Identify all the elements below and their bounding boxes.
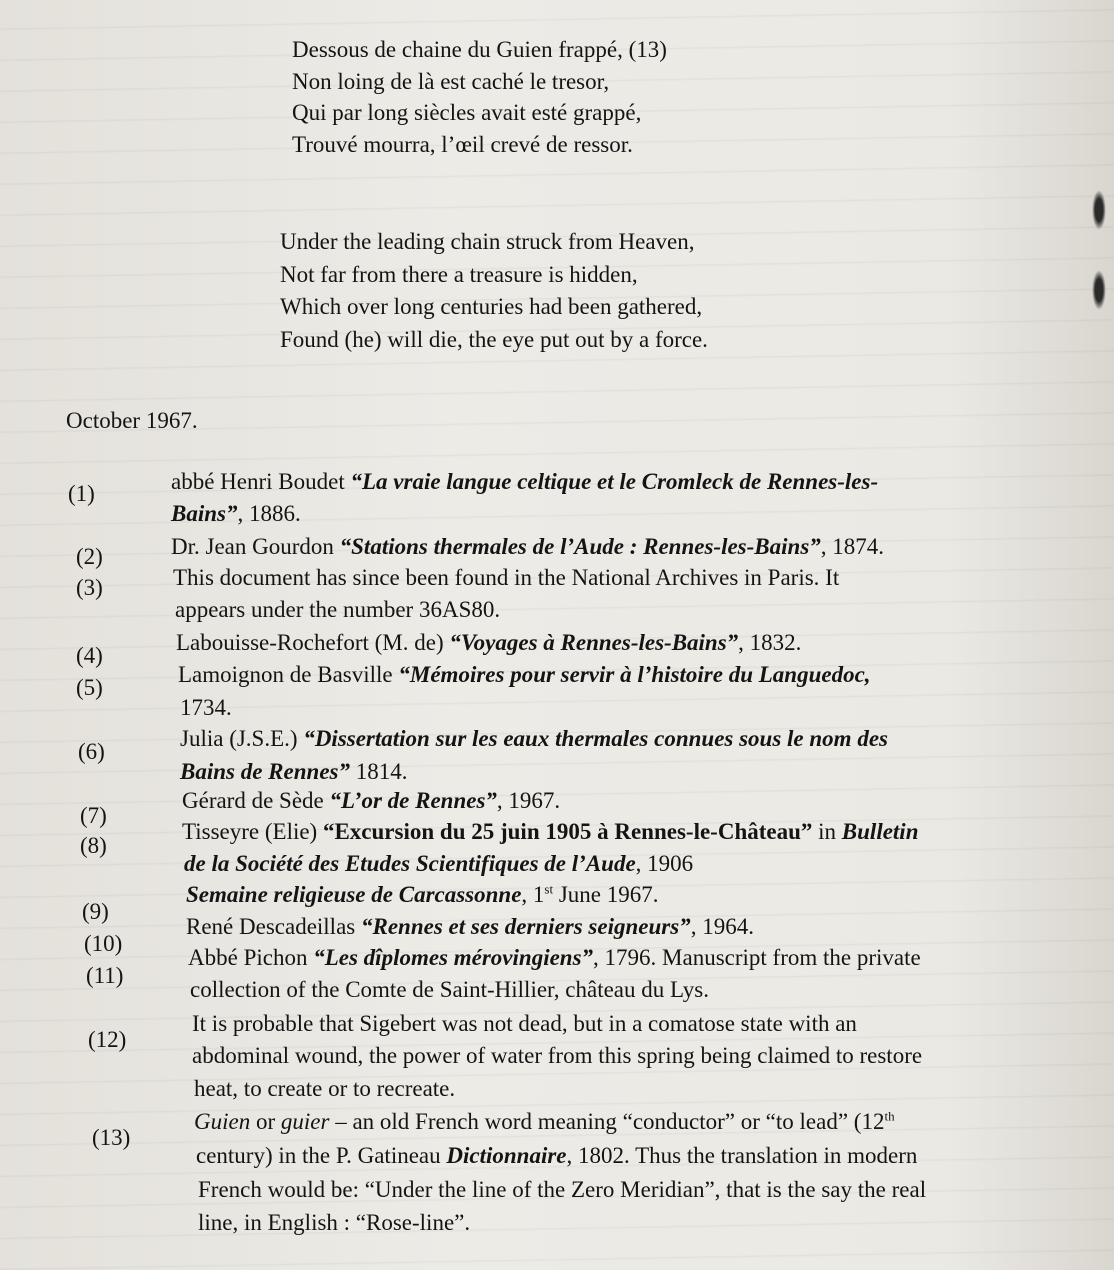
note-number: (8) (80, 833, 107, 858)
note-number: (9) (82, 899, 109, 924)
note-text: French would be: “Under the line of the Zero Meridian”, that is the say the real (198, 1177, 927, 1202)
note-number: (10) (84, 931, 123, 956)
poem-french (292, 34, 667, 160)
page-edge-mark (1092, 190, 1106, 230)
note-number: (3) (76, 575, 103, 600)
note-text: Tisseyre (Elie) “Excursion du 25 juin 1905 à Rennes-le-Château” in Bulletin (182, 819, 919, 844)
note-text: Bains de Rennes” 1814. (180, 759, 408, 784)
poem-english (280, 226, 708, 356)
note-text: Semaine religieuse de Carcassonne, 1st June 1967. (186, 881, 659, 907)
note-text: Dr. Jean Gourdon “Stations thermales de l’Aude : Rennes-les-Bains”, 1874. (171, 534, 885, 559)
poem-line: Under the leading chain struck from Heaven, (280, 229, 695, 254)
poem-line: Found (he) will die, the eye put out by a force. (280, 326, 708, 352)
note-number: (5) (76, 675, 103, 700)
note-text: Lamoignon de Basville “Mémoires pour servir à l’histoire du Languedoc, (178, 662, 871, 687)
note-text: Abbé Pichon “Les dîplomes mérovingiens”, 1796. Manuscript from the private (188, 945, 921, 970)
note-number: (7) (80, 803, 107, 828)
note-number: (13) (92, 1125, 131, 1150)
note-number: (11) (86, 963, 124, 988)
note-text: de la Société des Etudes Scientifiques de l’Aude, 1906 (184, 851, 694, 876)
note-text: This document has since been found in the National Archives in Paris. It (173, 565, 840, 590)
page-edge-mark (1092, 270, 1106, 310)
note-number: (4) (76, 643, 103, 668)
note-text: abdominal wound, the power of water from this spring being claimed to restore (192, 1043, 923, 1068)
note-text: Gérard de Sède “L’or de Rennes”, 1967. (182, 788, 561, 813)
note-number: (1) (68, 481, 95, 506)
note-text: Guien or guier – an old French word meaning “conductor” or “to lead” (12th (194, 1108, 895, 1134)
note-text: René Descadeillas “Rennes et ses derniers seigneurs”, 1964. (186, 914, 754, 939)
poem-line: Which over long centuries had been gathered, (280, 294, 703, 319)
note-text: abbé Henri Boudet “La vraie langue celtique et le Cromleck de Rennes-les- (171, 469, 879, 494)
note-text: Labouisse-Rochefort (M. de) “Voyages à Rennes-les-Bains”, 1832. (176, 630, 802, 655)
note-text: collection of the Comte de Saint-Hillier, château du Lys. (190, 977, 709, 1002)
poem-line: Trouvé mourra, l’œil crevé de ressor. (292, 131, 633, 157)
date-line: October 1967. (66, 408, 198, 433)
poem-line: Non loing de là est caché le tresor, (292, 68, 610, 94)
poem-line: Not far from there a treasure is hidden, (280, 261, 638, 287)
note-number: (6) (78, 739, 105, 764)
note-text: It is probable that Sigebert was not dead, but in a comatose state with an (192, 1011, 857, 1036)
note-text: 1734. (180, 695, 232, 720)
poem-line: Qui par long siècles avait esté grappé, (292, 100, 642, 125)
note-text: Bains”, 1886. (171, 501, 301, 526)
note-text: Julia (J.S.E.) “Dissertation sur les eaux thermales connues sous le nom des (180, 726, 888, 751)
note-text: heat, to create or to recreate. (194, 1076, 456, 1101)
note-text: line, in English : “Rose-line”. (198, 1210, 471, 1235)
note-number: (2) (76, 544, 103, 569)
note-number: (12) (88, 1027, 127, 1052)
note-text: century) in the P. Gatineau Dictionnaire, 1802. Thus the translation in modern (196, 1143, 918, 1168)
poem-line: Dessous de chaine du Guien frappé, (13) (292, 37, 667, 62)
note-text: appears under the number 36AS80. (175, 597, 501, 622)
